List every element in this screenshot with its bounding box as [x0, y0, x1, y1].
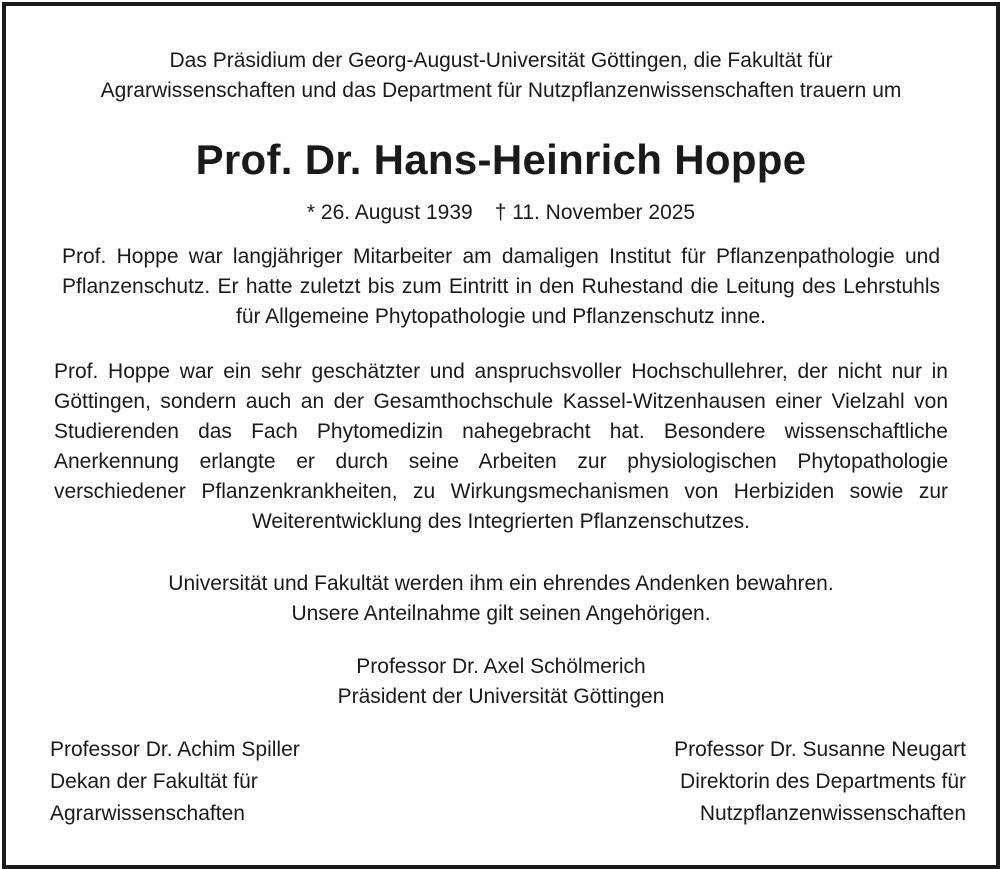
closing-line-1: Universität und Fakultät werden ihm ein ehrendes Andenken bewahren. [168, 572, 834, 595]
intro-line-2: Agrarwissenschaften und das Department für Nutzpflanzenwissenschaften trauern um [100, 79, 902, 102]
paragraph-achievements: Prof. Hoppe war ein sehr geschätzter und anspruchsvoller Hochschullehrer, der nicht nur in Göttingen, sondern auch an der Gesamthochschule Kassel-Witzenhausen einer Vielzahl von Studierenden das Fach Phytomedizin nahegebracht hat. Besondere wissenschaftliche Anerkennung erlangte er durch seine Arbeiten zur physiologischen Phytopathologie verschiedener Pflanzenkrankheiten, zu Wirkungsmechanismen von Herbiziden sowie zur Weiterentwicklung des Integrierten Pflanzenschutzes. [54, 360, 948, 533]
director-name: Professor Dr. Susanne Neugart [674, 738, 966, 761]
closing-line-2: Unsere Anteilnahme gilt seinen Angehörigen. [291, 602, 711, 625]
obituary-notice [2, 2, 1000, 869]
signature-president [6, 652, 996, 712]
dean-name: Professor Dr. Achim Spiller [50, 738, 300, 761]
president-name: Professor Dr. Axel Schölmerich [356, 655, 646, 678]
deceased-name: Prof. Dr. Hans-Heinrich Hoppe [195, 136, 807, 183]
death-date: † 11. November 2025 [494, 201, 696, 224]
signature-director [674, 734, 966, 830]
director-title-line-1: Direktorin des Departments für [680, 770, 966, 793]
birth-date: * 26. August 1939 [306, 201, 473, 224]
paragraph-career: Prof. Hoppe war langjähriger Mitarbeiter am damaligen Institut für Pflanzenpathologie und Pflanzenschutz. Er hatte zuletzt bis zum Eintritt in den Ruhestand die Leitung des Lehrstuhls für Allgemeine Phytopathologie und Pflanzenschutz inne. [62, 245, 940, 328]
dean-title-line-2: Agrarwissenschaften [50, 802, 245, 825]
closing-text [6, 569, 996, 629]
signature-dean [50, 734, 300, 830]
president-title: Präsident der Universität Göttingen [337, 685, 665, 708]
director-title-line-2: Nutzpflanzenwissenschaften [699, 802, 966, 825]
dean-title-line-1: Dekan der Fakultät für [50, 770, 258, 793]
life-dates [6, 198, 996, 228]
intro-text [46, 46, 956, 106]
intro-line-1: Das Präsidium der Georg-August-Universität Göttingen, die Fakultät für [169, 49, 833, 72]
